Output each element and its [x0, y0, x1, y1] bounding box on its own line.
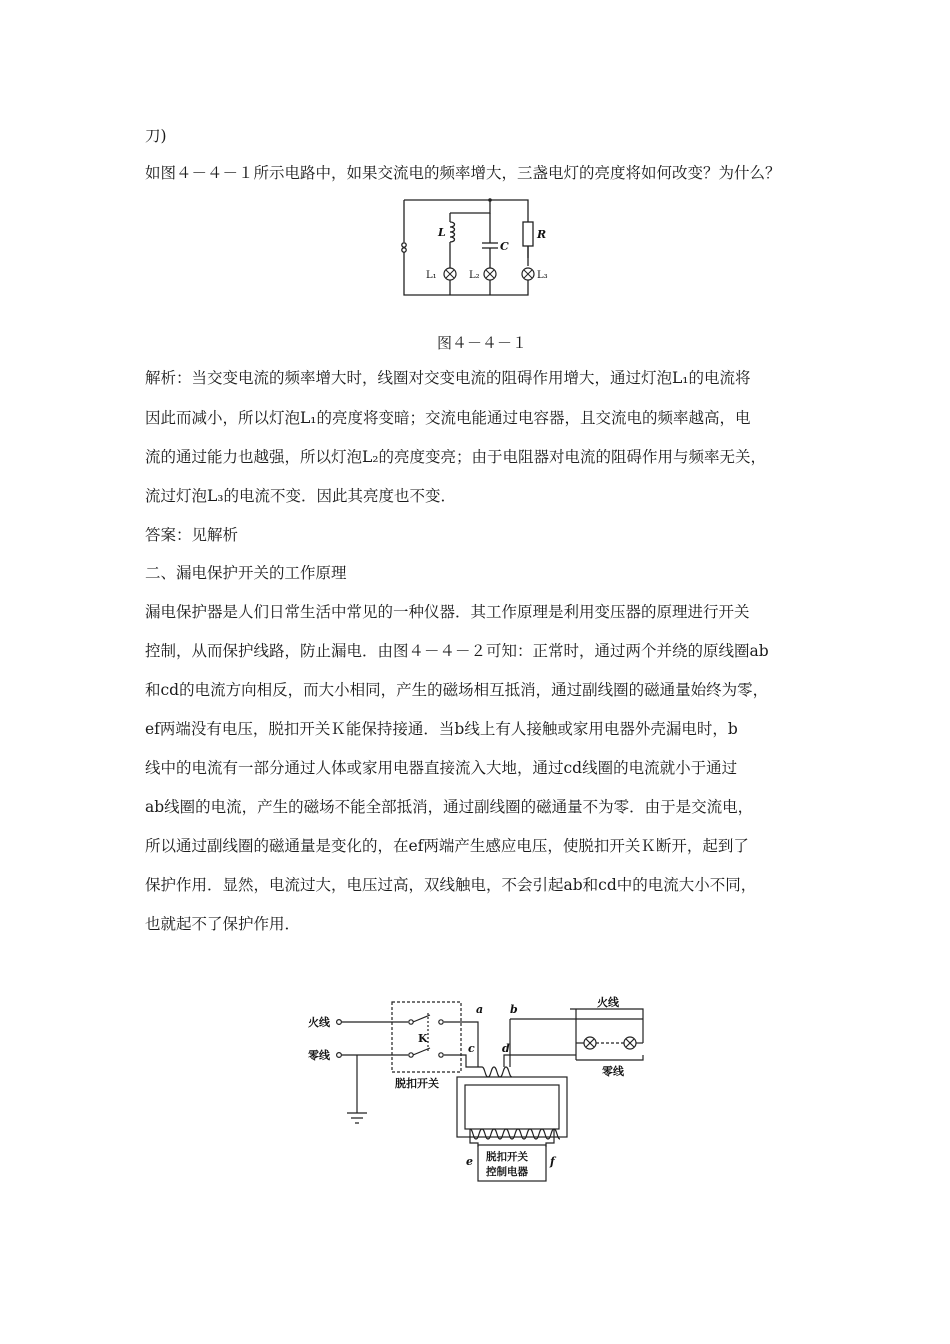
paragraph-line: 所以通过副线圈的磁通量是变化的，在ef两端产生感应电压，使脱扣开关Ｋ断开，起到了: [145, 837, 749, 855]
answer-line: 答案：见解析: [145, 526, 239, 544]
analysis-line: 因此而减小，所以灯泡L₁的亮度将变暗；交流电能通过电容器，且交流电的频率越高，电: [145, 409, 751, 427]
label-C: C: [500, 240, 509, 253]
analysis-line: 流的通过能力也越强，所以灯泡L₂的亮度变亮；由于电阻器对电流的阻碍作用与频率无关，: [145, 448, 767, 466]
paragraph-line: 也就起不了保护作用．: [145, 915, 301, 933]
paragraph-line: 线中的电流有一部分通过人体或家用电器直接流入大地，通过cd线圈的电流就小于通过: [145, 759, 738, 777]
figure-4-4-1-circuit: [390, 190, 570, 305]
paragraph-line: ef两端没有电压，脱扣开关Ｋ能保持接通．当b线上有人接触或家用电器外壳漏电时，b: [145, 720, 738, 738]
label-b: b: [510, 1003, 518, 1016]
question-text: 如图４－４－１所示电路中，如果交流电的频率增大，三盏电灯的亮度将如何改变？为什么？: [145, 164, 781, 182]
paragraph-line: 控制，从而保护线路，防止漏电．由图４－４－２可知：正常时，通过两个并绕的原线圈ab: [145, 642, 769, 660]
section-heading: 二、漏电保护开关的工作原理: [145, 564, 347, 582]
paragraph-line: 保护作用．显然，电流过大，电压过高，双线触电，不会引起ab和cd中的电流大小不同，: [145, 876, 757, 894]
paragraph-line: ab线圈的电流，产生的磁场不能全部抵消，通过副线圈的磁通量不为零．由于是交流电，: [145, 798, 754, 816]
label-c: c: [468, 1042, 475, 1055]
label-L3: L₃: [537, 270, 548, 281]
label-live-left: 火线: [308, 1016, 330, 1029]
label-live-right: 火线: [597, 996, 619, 1009]
label-L2: L₂: [469, 270, 480, 281]
paragraph-line: 和cd的电流方向相反，而大小相同，产生的磁场相互抵消，通过副线圈的磁通量始终为零，: [145, 681, 769, 699]
label-K: K: [418, 1032, 428, 1045]
analysis-line: 解析：当交变电流的频率增大时，线圈对交变电流的阻碍作用增大，通过灯泡L₁的电流将: [145, 369, 751, 387]
label-switch: 脱扣开关: [395, 1077, 439, 1090]
label-R: R: [537, 228, 547, 241]
label-control-1: 脱扣开关: [486, 1151, 528, 1163]
label-L: L: [438, 226, 446, 239]
analysis-line: 流过灯泡L₃的电流不变．因此其亮度也不变．: [145, 487, 457, 505]
paragraph-line: 漏电保护器是人们日常生活中常见的一种仪器．其工作原理是利用变压器的原理进行开关: [145, 603, 750, 621]
label-control-2: 控制电器: [486, 1166, 528, 1178]
label-a: a: [476, 1003, 484, 1016]
label-e: e: [466, 1155, 473, 1168]
figure-4-4-2-leakage-protector: [300, 995, 660, 1190]
text-line: 刀): [145, 127, 167, 145]
label-neutral-left: 零线: [308, 1049, 330, 1062]
label-f: f: [550, 1155, 555, 1168]
label-L1: L₁: [426, 270, 437, 281]
figure-caption: 图４－４－１: [437, 334, 528, 352]
label-d: d: [502, 1042, 510, 1055]
label-neutral-right: 零线: [602, 1065, 624, 1078]
